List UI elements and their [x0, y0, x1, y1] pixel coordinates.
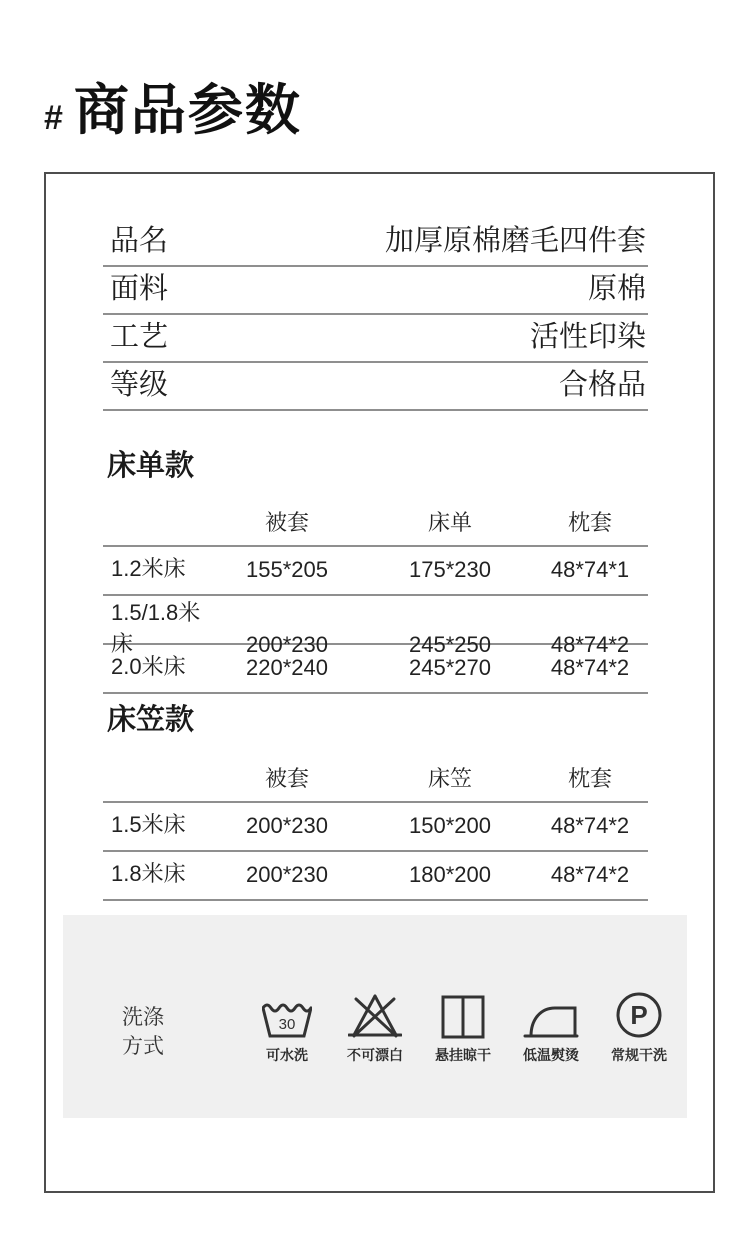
spec-value: 原棉 [587, 273, 646, 305]
cell-value: 175*230 [409, 557, 491, 582]
parameters-panel [44, 172, 715, 1193]
table-header-cell: 床笠 [427, 766, 472, 791]
table-row [103, 803, 648, 852]
table-header-row [103, 761, 648, 803]
row-label: 2.0米床 [111, 654, 186, 679]
size-table-sheet [103, 505, 648, 694]
cell-value: 48*74*1 [550, 557, 630, 582]
wash-30-icon [262, 999, 312, 1039]
page-title-text: 商品参数 [73, 79, 302, 141]
care-panel [63, 915, 687, 1118]
cell-value: 245*250 [409, 632, 491, 657]
care-item-label: 悬挂晾干 [435, 1047, 491, 1063]
spec-value: 活性印染 [529, 321, 646, 353]
page-title [44, 66, 302, 145]
spec-value: 合格品 [558, 369, 646, 401]
spec-label: 工艺 [110, 321, 169, 353]
dry-clean-icon [615, 991, 663, 1039]
cell-value: 180*200 [409, 862, 491, 887]
svg-text:P: P [630, 1000, 648, 1030]
cell-value: 155*205 [246, 557, 328, 582]
care-item-hang-dry [419, 985, 507, 1065]
table-header-cell: 床单 [427, 510, 472, 535]
table-header-row [103, 505, 648, 547]
hash-mark: # [44, 99, 63, 137]
spec-row [103, 363, 648, 411]
care-item-label: 不可漂白 [347, 1047, 403, 1063]
spec-label: 等级 [110, 369, 169, 401]
svg-text:30: 30 [278, 1016, 296, 1033]
size-table-fitted [103, 761, 648, 901]
iron-low-temp-icon [523, 1001, 579, 1039]
cell-value: 48*74*2 [550, 632, 630, 657]
care-item-label: 常规干洗 [611, 1047, 667, 1063]
no-bleach-icon [348, 991, 402, 1039]
care-item-dry-clean [595, 985, 683, 1065]
spec-label: 品名 [110, 225, 169, 257]
cell-value: 150*200 [409, 813, 491, 838]
care-title [122, 1003, 164, 1061]
table-header-cell: 枕套 [567, 766, 612, 791]
care-title-line2: 方式 [122, 1035, 164, 1058]
cell-value: 200*230 [246, 862, 328, 887]
care-title-line1: 洗涤 [122, 1006, 164, 1029]
row-label: 1.8米床 [111, 861, 186, 886]
table-row [103, 596, 648, 657]
care-item-label: 低温熨烫 [523, 1047, 579, 1063]
table-header-cell: 被套 [264, 766, 309, 791]
spec-row [103, 219, 648, 267]
cell-value: 245*270 [409, 655, 491, 680]
row-label: 1.5/1.8米床 [111, 600, 201, 656]
spec-list [103, 219, 648, 411]
table-row [103, 852, 648, 901]
care-item-label: 可水洗 [266, 1047, 308, 1063]
care-item-washable [243, 985, 331, 1065]
spec-row [103, 267, 648, 315]
cell-value: 220*240 [246, 655, 328, 680]
row-label: 1.2米床 [111, 556, 186, 581]
care-item-no-bleach [331, 985, 419, 1065]
table-header-cell: 枕套 [567, 510, 612, 535]
care-items [243, 985, 683, 1065]
cell-value: 200*230 [246, 813, 328, 838]
table-row [103, 547, 648, 596]
spec-row [103, 315, 648, 363]
hang-dry-icon [441, 995, 485, 1039]
section-title-fitted-style: 床笠款 [107, 704, 195, 736]
cell-value: 48*74*2 [550, 813, 630, 838]
table-header-cell: 被套 [264, 510, 309, 535]
cell-value: 48*74*2 [550, 862, 630, 887]
cell-value: 48*74*2 [550, 655, 630, 680]
spec-value: 加厚原棉磨毛四件套 [384, 225, 646, 257]
spec-label: 面料 [110, 273, 169, 305]
section-title-sheet-style: 床单款 [107, 450, 195, 482]
cell-value: 200*230 [246, 632, 328, 657]
care-item-iron-low [507, 985, 595, 1065]
row-label: 1.5米床 [111, 812, 186, 837]
